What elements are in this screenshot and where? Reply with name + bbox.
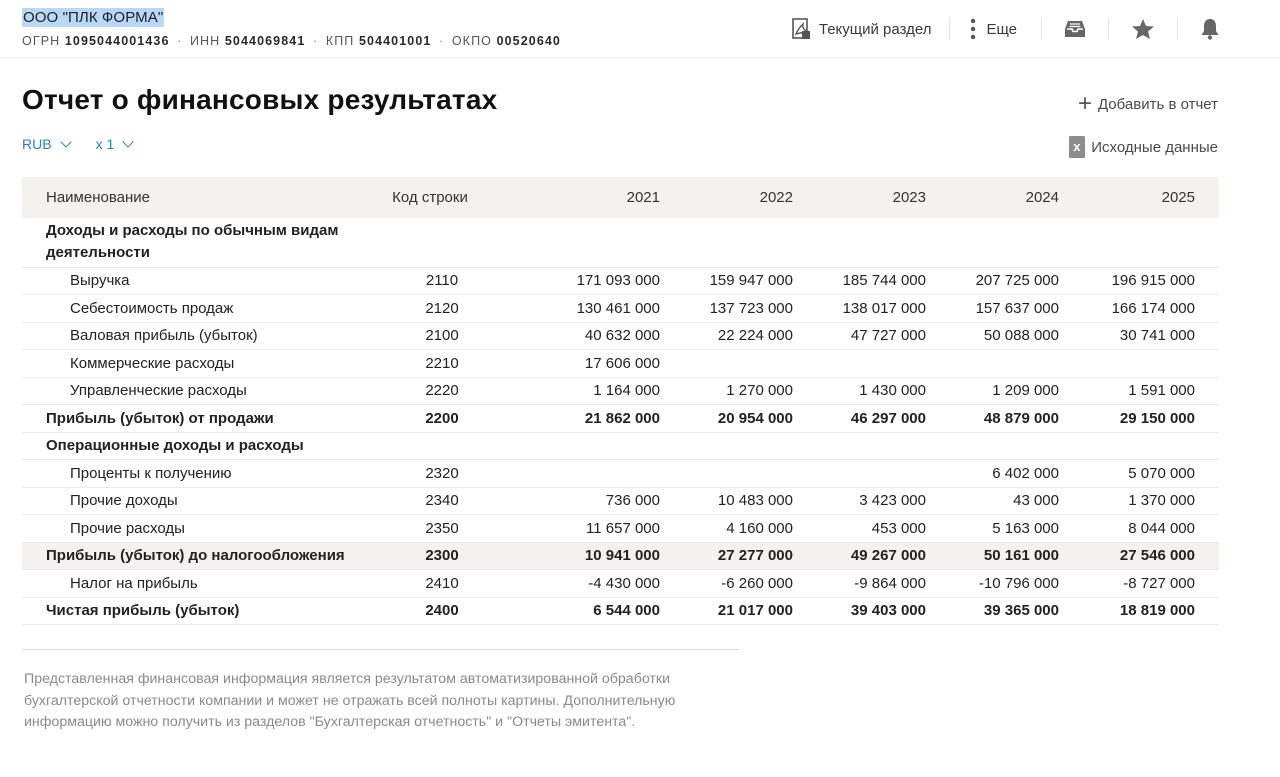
row-value: 130 461 000	[512, 295, 684, 323]
column-header: Наименование	[22, 177, 372, 218]
table-row	[22, 460, 1219, 488]
row-value: 6 544 000	[512, 597, 684, 625]
financial-results-table	[22, 177, 1219, 625]
table-header-row	[22, 177, 1219, 218]
row-value: 17 606 000	[512, 350, 684, 378]
inbox-button[interactable]	[1064, 14, 1086, 44]
row-name: Себестоимость продаж	[22, 295, 372, 323]
row-value: -10 796 000	[950, 570, 1083, 598]
row-value: 159 947 000	[684, 267, 817, 295]
row-value	[1083, 218, 1219, 267]
inn-label: ИНН	[189, 34, 221, 48]
row-value: 1 164 000	[512, 377, 684, 405]
row-value: 20 954 000	[684, 405, 817, 433]
row-value: 43 000	[950, 487, 1083, 515]
chevron-down-icon	[123, 136, 134, 147]
row-value: 10 483 000	[684, 487, 817, 515]
column-header: Код строки	[372, 177, 512, 218]
row-value: 138 017 000	[817, 295, 950, 323]
separator-dot: ·	[439, 34, 445, 48]
row-name: Налог на прибыль	[22, 570, 372, 598]
table-row	[22, 432, 1219, 460]
okpo-label: ОКПО	[451, 34, 492, 48]
registration-line	[22, 34, 561, 48]
row-name: Валовая прибыль (убыток)	[22, 322, 372, 350]
row-code: 2350	[372, 515, 512, 543]
row-value	[817, 460, 950, 488]
row-value: 22 224 000	[684, 322, 817, 350]
column-header: 2025	[1083, 177, 1219, 218]
row-value	[684, 460, 817, 488]
ogrn-label: ОГРН	[22, 34, 61, 48]
row-value	[950, 432, 1083, 460]
table-row	[22, 295, 1219, 323]
favorite-button[interactable]	[1131, 14, 1155, 44]
row-name: Прибыль (убыток) до налогообложения	[22, 542, 372, 570]
row-value: -9 864 000	[817, 570, 950, 598]
row-value	[512, 432, 684, 460]
pdf-export-icon	[789, 17, 813, 41]
row-value: 4 160 000	[684, 515, 817, 543]
row-value	[684, 350, 817, 378]
row-value: 50 161 000	[950, 542, 1083, 570]
divider	[949, 18, 950, 40]
row-code: 2400	[372, 597, 512, 625]
row-value: 1 430 000	[817, 377, 950, 405]
row-code: 2210	[372, 350, 512, 378]
row-value: 207 725 000	[950, 267, 1083, 295]
table-row	[22, 405, 1219, 433]
add-to-report-label: Добавить в отчет	[1097, 95, 1218, 113]
row-value: 30 741 000	[1083, 322, 1219, 350]
row-code	[372, 218, 512, 267]
bell-icon	[1200, 18, 1220, 40]
divider	[1108, 18, 1109, 40]
company-name[interactable]: ООО "ПЛК ФОРМА"	[23, 9, 164, 26]
column-header: 2023	[817, 177, 950, 218]
okpo-value: 00520640	[496, 34, 561, 48]
column-header: 2024	[950, 177, 1083, 218]
page-title: Отчет о финансовых результатах	[22, 84, 498, 115]
row-value: 21 017 000	[684, 597, 817, 625]
row-name: Прочие расходы	[22, 515, 372, 543]
table-row	[22, 377, 1219, 405]
row-name: Выручка	[22, 267, 372, 295]
table-row	[22, 322, 1219, 350]
row-value: 5 163 000	[950, 515, 1083, 543]
inn-value: 5044069841	[224, 34, 306, 48]
row-value: 48 879 000	[950, 405, 1083, 433]
row-value	[684, 432, 817, 460]
more-vertical-icon	[970, 18, 976, 40]
row-code: 2220	[372, 377, 512, 405]
row-value: -8 727 000	[1083, 570, 1219, 598]
row-value	[684, 218, 817, 267]
more-button[interactable]	[970, 14, 1017, 44]
row-code: 2300	[372, 542, 512, 570]
separator-dot: ·	[312, 34, 319, 48]
source-data-button[interactable]	[1069, 136, 1218, 158]
row-value: 50 088 000	[950, 322, 1083, 350]
header-actions	[789, 14, 1220, 44]
row-value	[512, 218, 684, 267]
table-row	[22, 570, 1219, 598]
row-value: 736 000	[512, 487, 684, 515]
row-value: 5 070 000	[1083, 460, 1219, 488]
row-value: 1 591 000	[1083, 377, 1219, 405]
row-value: 196 915 000	[1083, 267, 1219, 295]
row-name: Доходы и расходы по обычным видам деятельности	[22, 218, 372, 267]
row-value: 1 270 000	[684, 377, 817, 405]
table-row	[22, 350, 1219, 378]
footer-divider	[22, 649, 739, 650]
table-row	[22, 597, 1219, 625]
row-name: Чистая прибыль (убыток)	[22, 597, 372, 625]
row-value: 47 727 000	[817, 322, 950, 350]
multiplier-value: x 1	[95, 136, 115, 152]
row-value	[950, 350, 1083, 378]
row-code	[372, 432, 512, 460]
column-header: 2022	[684, 177, 817, 218]
source-data-label: Исходные данные	[1091, 138, 1218, 156]
row-value	[950, 218, 1083, 267]
row-name: Операционные доходы и расходы	[22, 432, 372, 460]
row-code: 2200	[372, 405, 512, 433]
row-value: 49 267 000	[817, 542, 950, 570]
row-value	[1083, 350, 1219, 378]
row-value	[817, 350, 950, 378]
row-code: 2410	[372, 570, 512, 598]
more-label: Еще	[986, 20, 1017, 38]
notifications-button[interactable]	[1200, 14, 1220, 44]
row-value: 157 637 000	[950, 295, 1083, 323]
row-code: 2110	[372, 267, 512, 295]
ogrn-value: 1095044001436	[64, 34, 170, 48]
inbox-icon	[1064, 19, 1086, 39]
row-value: 10 941 000	[512, 542, 684, 570]
row-code: 2120	[372, 295, 512, 323]
add-to-report-button[interactable]	[1077, 90, 1218, 117]
table-row	[22, 542, 1219, 570]
row-value: 11 657 000	[512, 515, 684, 543]
kpp-label: КПП	[325, 34, 355, 48]
divider	[1177, 18, 1178, 40]
separator-dot: ·	[177, 34, 183, 48]
row-value: 40 632 000	[512, 322, 684, 350]
row-value	[1083, 432, 1219, 460]
row-value: 6 402 000	[950, 460, 1083, 488]
table-options	[22, 136, 132, 152]
row-code: 2340	[372, 487, 512, 515]
row-value: 185 744 000	[817, 267, 950, 295]
row-value: -6 260 000	[684, 570, 817, 598]
row-value	[817, 432, 950, 460]
row-value: 46 297 000	[817, 405, 950, 433]
row-value: 39 365 000	[950, 597, 1083, 625]
row-value: 1 209 000	[950, 377, 1083, 405]
row-value: -4 430 000	[512, 570, 684, 598]
row-value: 171 093 000	[512, 267, 684, 295]
row-value: 27 277 000	[684, 542, 817, 570]
row-name: Проценты к получению	[22, 460, 372, 488]
plus-icon: +	[1077, 90, 1092, 117]
kpp-value: 504401001	[358, 34, 432, 48]
row-value	[817, 218, 950, 267]
currency-select[interactable]	[22, 136, 70, 152]
row-name: Прибыль (убыток) от продажи	[22, 405, 372, 433]
currency-value: RUB	[22, 136, 52, 152]
row-value: 18 819 000	[1083, 597, 1219, 625]
row-value: 137 723 000	[684, 295, 817, 323]
row-value: 453 000	[817, 515, 950, 543]
chevron-down-icon	[60, 136, 71, 147]
star-icon	[1131, 18, 1155, 40]
multiplier-select[interactable]	[96, 136, 133, 152]
table-row	[22, 218, 1219, 267]
row-value: 8 044 000	[1083, 515, 1219, 543]
row-value: 21 862 000	[512, 405, 684, 433]
row-name: Прочие доходы	[22, 487, 372, 515]
row-code: 2320	[372, 460, 512, 488]
row-value: 3 423 000	[817, 487, 950, 515]
top-bar	[0, 0, 1280, 58]
row-value	[512, 460, 684, 488]
row-value: 1 370 000	[1083, 487, 1219, 515]
row-value: 39 403 000	[817, 597, 950, 625]
row-name: Управленческие расходы	[22, 377, 372, 405]
table-row	[22, 515, 1219, 543]
disclaimer-text: Представленная финансовая информация является результатом автоматизированной обработки бухгалтерской отчетности компании и может не отражать всей полноты картины. Дополнительную информацию можно получить из разделов "Бухгалтерская отчетность" и "Отчеты эмитента".	[24, 671, 676, 730]
excel-file-icon	[1069, 136, 1085, 158]
table-body	[22, 218, 1219, 625]
row-code: 2100	[372, 322, 512, 350]
table-row	[22, 487, 1219, 515]
row-value: 166 174 000	[1083, 295, 1219, 323]
divider	[1041, 18, 1042, 40]
current-section-button[interactable]	[789, 14, 932, 44]
row-value: 27 546 000	[1083, 542, 1219, 570]
column-header: 2021	[512, 177, 684, 218]
row-value: 29 150 000	[1083, 405, 1219, 433]
row-name: Коммерческие расходы	[22, 350, 372, 378]
current-section-label: Текущий раздел	[818, 20, 932, 38]
table-row	[22, 267, 1219, 295]
